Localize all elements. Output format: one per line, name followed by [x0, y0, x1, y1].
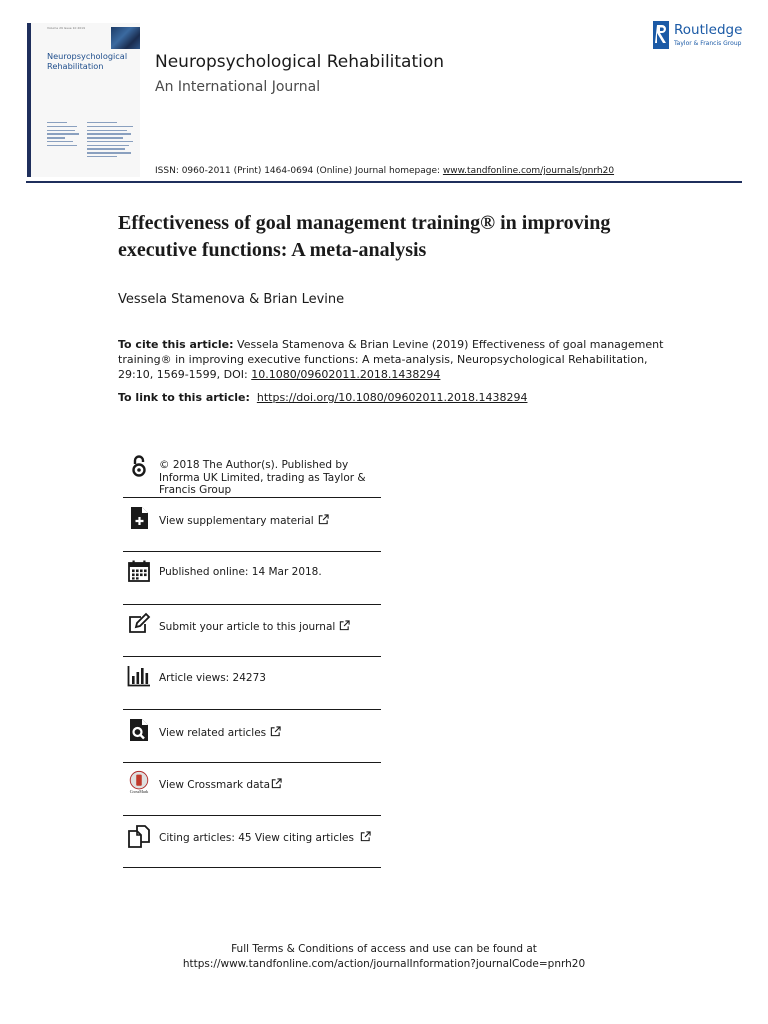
- related-articles-link[interactable]: View related articles: [159, 727, 267, 739]
- terms-url[interactable]: https://www.tandfonline.com/action/journalInformation?journalCode=pnrh20: [182, 958, 586, 970]
- divider: [123, 551, 381, 552]
- publisher-name: Routledge: [674, 22, 743, 38]
- cover-title: Neuropsychological Rehabilitation: [47, 51, 128, 71]
- issn-text: ISSN: 0960-2011 (Print) 1464-0694 (Online) Journal homepage:: [155, 166, 443, 176]
- journal-title: Neuropsychological Rehabilitation: [155, 52, 445, 72]
- crossmark-icon: [127, 770, 151, 794]
- license-text: © 2018 The Author(s). Published by Informa UK Limited, trading as Taylor & Francis Group: [159, 459, 366, 496]
- divider: [123, 497, 381, 498]
- citing-articles-icon: [127, 824, 151, 848]
- external-link-icon: [271, 778, 282, 789]
- cover-contents: [47, 122, 140, 174]
- divider: [123, 604, 381, 605]
- divider: [123, 815, 381, 816]
- submit-article-link[interactable]: Submit your article to this journal: [159, 621, 336, 633]
- terms-line: Full Terms & Conditions of access and use can be found at: [231, 943, 537, 955]
- citation-label: To cite this article:: [118, 338, 234, 351]
- article-authors: Vessela Stamenova & Brian Levine: [118, 292, 345, 307]
- crossmark-icon-text: CrossMark: [129, 789, 149, 794]
- supplementary-file-icon: [127, 506, 151, 530]
- divider: [123, 656, 381, 657]
- divider: [123, 867, 381, 868]
- open-access-icon: [127, 454, 151, 478]
- journal-homepage-link[interactable]: www.tandfonline.com/journals/pnrh20: [442, 166, 615, 176]
- header-rule: [26, 181, 742, 183]
- published-date: Published online: 14 Mar 2018.: [159, 566, 322, 578]
- citing-articles-link[interactable]: Citing articles: 45 View citing articles: [159, 832, 354, 844]
- external-link-icon: [270, 726, 281, 737]
- cover-issue-text: Volume 29 Issue 10 2019: [47, 26, 85, 30]
- divider: [123, 762, 381, 763]
- bar-chart-icon: [127, 664, 151, 688]
- divider: [123, 709, 381, 710]
- citation-doi-link[interactable]: 10.1080/09602011.2018.1438294: [251, 368, 441, 381]
- crossmark-link[interactable]: View Crossmark data: [159, 779, 271, 791]
- citation-text: Vessela Stamenova & Brian Levine (2019) Effectiveness of goal management training® in improving executive functions: A meta-analysis, Neuropsychological Rehabilitation, 29:10, 1569-1599, DOI:: [118, 338, 664, 381]
- supplementary-link[interactable]: View supplementary material: [159, 515, 314, 527]
- article-title: Effectiveness of goal management training® in improving executive functions: A meta-analysis: [118, 212, 611, 261]
- publisher-subname: Taylor & Francis Group: [674, 40, 742, 47]
- edit-icon: [127, 612, 151, 636]
- cover-image: [111, 27, 140, 49]
- terms-footer: [0, 942, 768, 972]
- external-link-icon: [360, 831, 371, 842]
- external-link-icon: [318, 514, 329, 525]
- routledge-r-icon: [653, 21, 669, 49]
- article-doi-url[interactable]: https://doi.org/10.1080/09602011.2018.1438294: [256, 391, 528, 404]
- article-link-label: To link to this article:: [118, 391, 250, 404]
- journal-cover-thumbnail: [27, 23, 140, 177]
- calendar-icon: [127, 559, 151, 583]
- article-views: Article views: 24273: [159, 672, 266, 684]
- issn-line: [155, 166, 614, 176]
- search-document-icon: [127, 718, 151, 742]
- citation-block: [118, 337, 666, 382]
- article-link-block: [118, 391, 527, 404]
- external-link-icon: [339, 620, 350, 631]
- journal-subtitle: An International Journal: [155, 79, 321, 95]
